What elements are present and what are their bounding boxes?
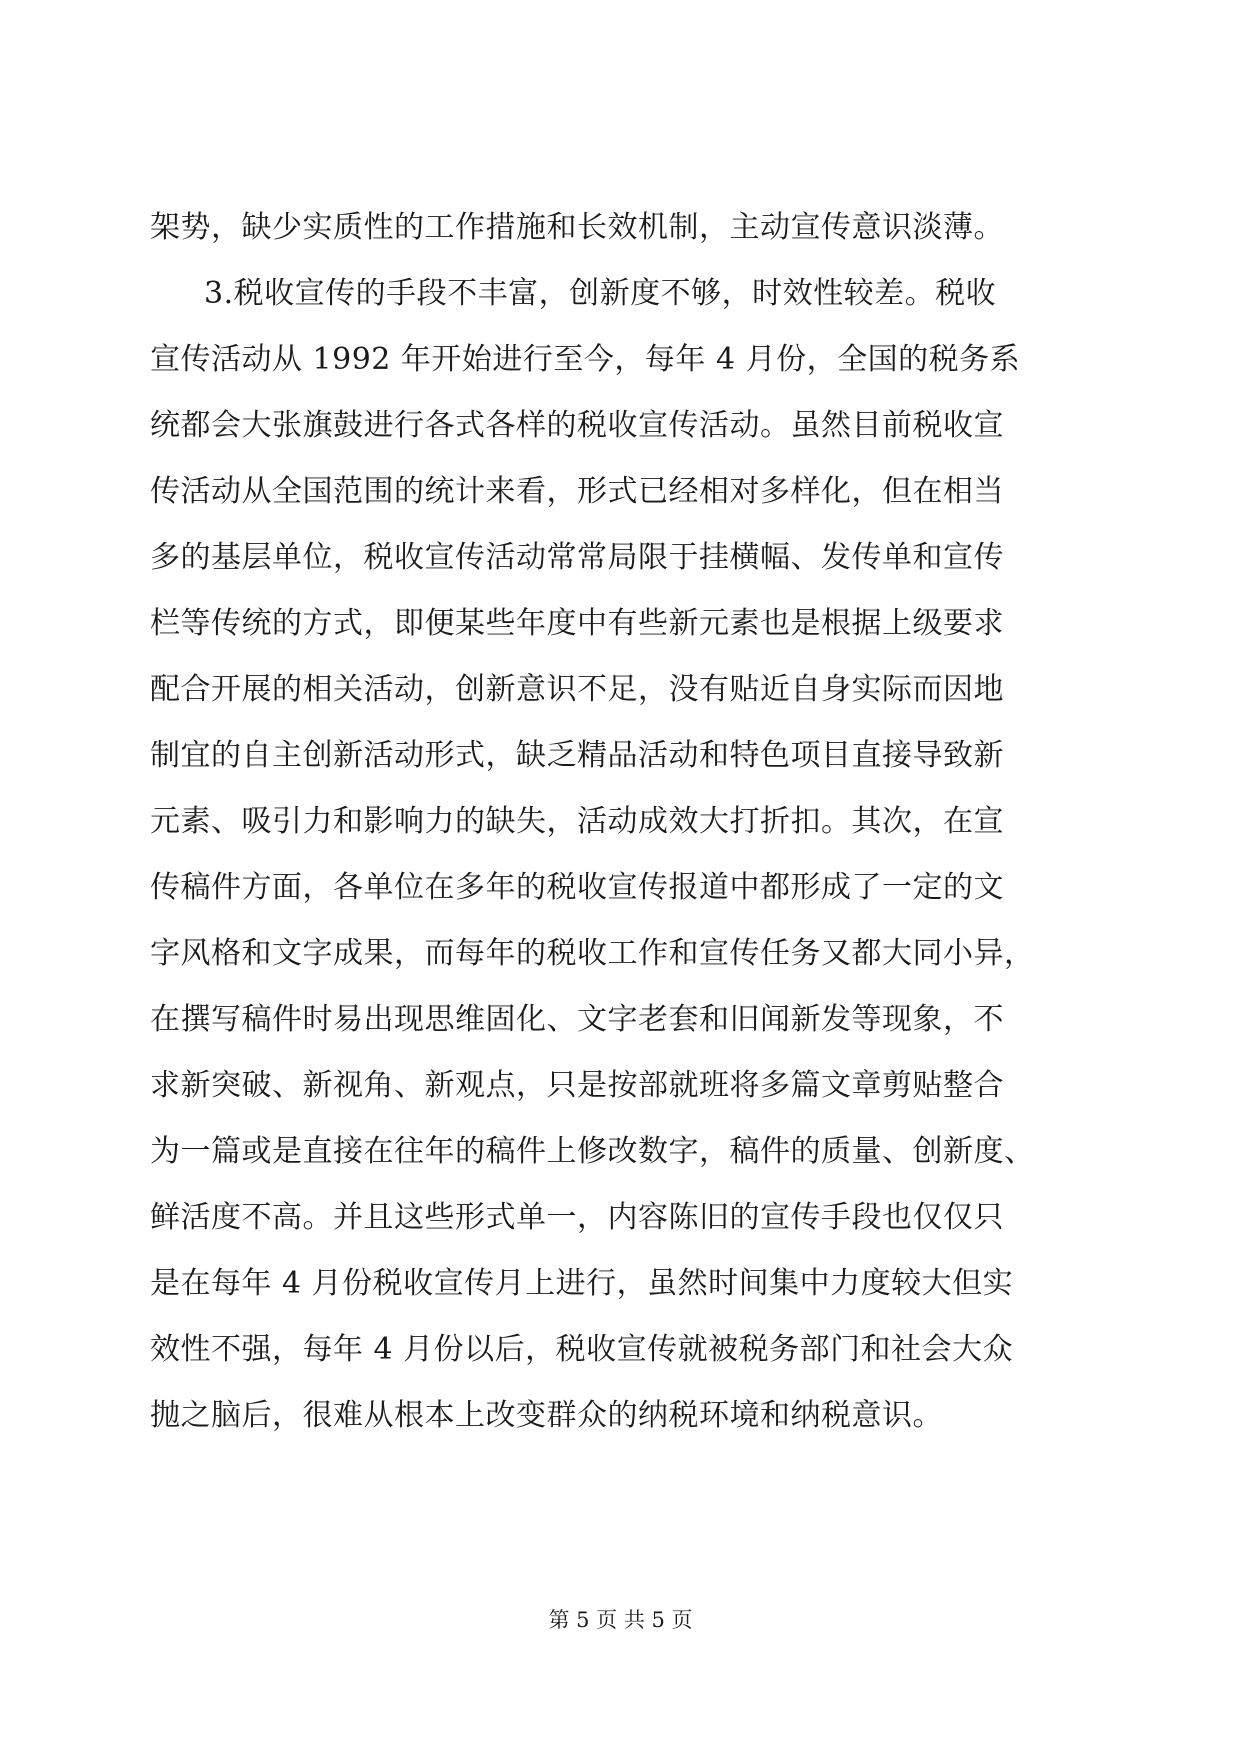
paragraph-line: 3.税收宣传的手段不丰富，创新度不够，时效性较差。税收 [204,276,997,311]
paragraph-line: 制宜的自主创新活动形式，缺乏精品活动和特色项目直接导致新 [150,738,1004,773]
paragraph-line: 架势，缺少实质性的工作措施和长效机制，主动宣传意识淡薄。 [150,210,1004,245]
paragraph-line: 在撰写稿件时易出现思维固化、文字老套和旧闻新发等现象，不 [150,1002,1004,1037]
paragraph-line: 效性不强，每年 4 月份以后，税收宣传就被税务部门和社会大众 [150,1332,1014,1367]
paragraph-line: 宣传活动从 1992 年开始进行至今，每年 4 月份，全国的税务系 [150,342,1021,377]
paragraph-line: 传活动从全国范围的统计来看，形式已经相对多样化，但在相当 [150,474,1004,509]
paragraph-line: 是在每年 4 月份税收宣传月上进行，虽然时间集中力度较大但实 [150,1266,1014,1301]
paragraph-line: 元素、吸引力和影响力的缺失，活动成效大打折扣。其次，在宣 [150,804,1004,839]
paragraph-line: 统都会大张旗鼓进行各式各样的税收宣传活动。虽然目前税收宣 [150,408,1004,443]
paragraph-line: 字风格和文字成果，而每年的税收工作和宣传任务又都大同小异， [150,936,1035,971]
paragraph-line: 抛之脑后，很难从根本上改变群众的纳税环境和纳税意识。 [150,1398,943,1433]
paragraph-line: 多的基层单位，税收宣传活动常常局限于挂横幅、发传单和宣传 [150,540,1004,575]
paragraph-line: 栏等传统的方式，即便某些年度中有些新元素也是根据上级要求 [150,606,1004,641]
paragraph-line: 鲜活度不高。并且这些形式单一，内容陈旧的宣传手段也仅仅只 [150,1200,1004,1235]
paragraph-line: 传稿件方面，各单位在多年的税收宣传报道中都形成了一定的文 [150,870,1004,905]
paragraph-line: 配合开展的相关活动，创新意识不足，没有贴近自身实际而因地 [150,672,1004,707]
paragraph-line: 求新突破、新视角、新观点，只是按部就班将多篇文章剪贴整合 [150,1068,1004,1103]
page-number-footer: 第 5 页 共 5 页 [548,1608,693,1632]
paragraph-line: 为一篇或是直接在往年的稿件上修改数字，稿件的质量、创新度、 [150,1134,1035,1169]
